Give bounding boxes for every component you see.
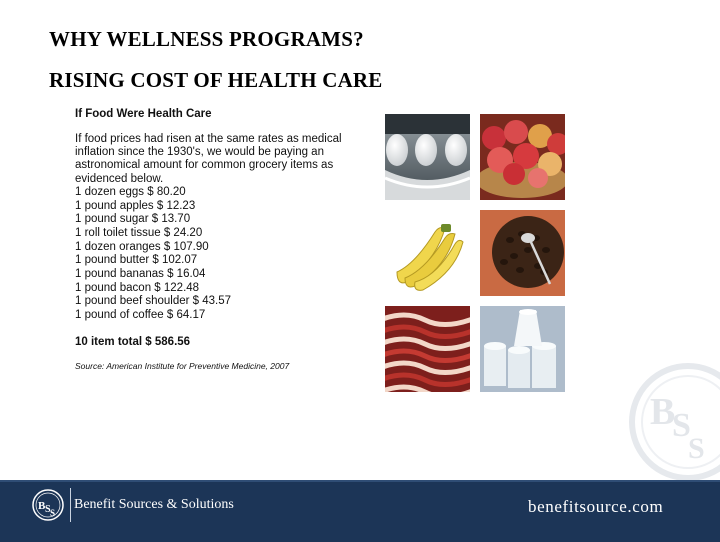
bacon-photo — [385, 306, 470, 392]
price-item: 1 pound butter $ 102.07 — [75, 254, 198, 267]
bananas-photo — [385, 210, 470, 296]
footer-bar — [0, 480, 720, 542]
svg-text:S: S — [672, 407, 691, 444]
price-item: 1 dozen eggs $ 80.20 — [75, 185, 186, 198]
slide-title-line-1: WHY WELLNESS PROGRAMS? — [49, 27, 364, 51]
price-item: 1 dozen oranges $ 107.90 — [75, 240, 209, 253]
eggs-photo — [385, 114, 470, 200]
slide-title-line-2: RISING COST OF HEALTH CARE — [49, 68, 383, 92]
panel-heading: If Food Were Health Care — [75, 108, 212, 120]
svg-text:B: B — [650, 391, 676, 433]
coffee-beans-photo — [480, 210, 565, 296]
svg-text:S: S — [688, 432, 705, 465]
footer-website-link[interactable]: benefitsource.com — [528, 497, 664, 516]
svg-text:S: S — [45, 504, 51, 515]
price-item: 1 roll toilet tissue $ 24.20 — [75, 226, 203, 239]
footer-brand-name: Benefit Sources & Solutions — [74, 497, 234, 512]
price-item: 1 pound sugar $ 13.70 — [75, 213, 191, 226]
toilet-tissue-photo — [480, 306, 565, 392]
bss-watermark-logo — [628, 362, 720, 482]
source-citation: Source: American Institute for Preventive Medicine, 2007 — [75, 360, 290, 371]
price-item: 1 pound bacon $ 122.48 — [75, 281, 200, 294]
price-item: 1 pound apples $ 12.23 — [75, 199, 196, 212]
price-total: 10 item total $ 586.56 — [75, 335, 191, 348]
food-cost-panel — [75, 107, 375, 372]
price-item: 1 pound bananas $ 16.04 — [75, 268, 206, 281]
price-item: 1 pound of coffee $ 64.17 — [75, 309, 206, 322]
svg-text:S: S — [50, 508, 56, 518]
apples-photo — [480, 114, 565, 200]
price-item: 1 pound beef shoulder $ 43.57 — [75, 295, 232, 308]
price-list — [75, 186, 375, 323]
footer-divider — [70, 488, 71, 522]
svg-text:B: B — [38, 500, 46, 512]
panel-intro: If food prices had risen at the same rates as medical inflation since the 1930's, we would be paying an astronomical amount for common grocery items as evidenced below. — [75, 133, 342, 185]
bss-logo-icon — [31, 488, 65, 522]
